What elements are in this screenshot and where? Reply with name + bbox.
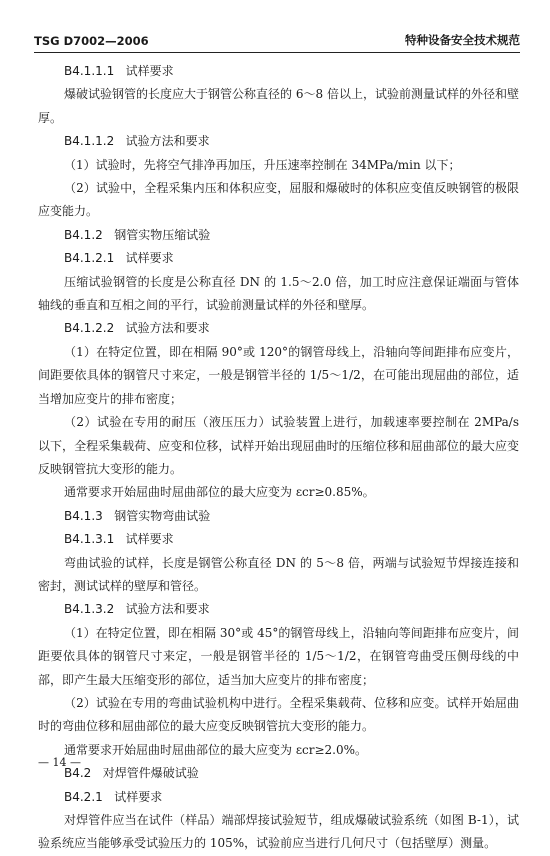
paragraph: （2）试验在专用的耐压（液压压力）试验装置上进行，加载速率要控制在 2MPa/s 以下，全程采集载荷、应变和位移，试样开始出现屈曲时的压缩位移和屈曲部位的最大应变反映钢管抗大变形的能力。 [38, 415, 519, 476]
section-heading: B4.1.1.2 试验方法和要求 [64, 134, 210, 149]
paragraph: （2）试验中，全程采集内压和体积应变，屈服和爆破时的体积应变值反映钢管的极限应变能力。 [38, 181, 519, 219]
section-heading: B4.1.2.1 试样要求 [64, 251, 174, 266]
paragraph: 弯曲试验的试样，长度是钢管公称直径 DN 的 5～8 倍，两端与试验短节焊接连接和密封，测试试样的壁厚和管径。 [38, 555, 519, 593]
paragraph: 压缩试验钢管的长度是公称直径 DN 的 1.5～2.0 倍，加工时应注意保证端面与管体轴线的垂直和互相之间的平行，试验前测量试样的外径和壁厚。 [38, 274, 519, 313]
paragraph: 对焊管件应当在试件（样品）端部焊接试验短节，组成爆破试验系统（如图 B-1），试验系统应当能够承受试验压力的 105%，试验前应当进行几何尺寸（包括壁厚）测量。 [38, 813, 519, 851]
section-heading: B4.1.3 钢管实物弯曲试验 [64, 508, 211, 523]
section-heading: B4.1.3.1 试样要求 [64, 532, 174, 547]
paragraph: 爆破试验钢管的长度应大于钢管公称直径的 6～8 倍以上，试验前测量试样的外径和壁厚。 [38, 87, 519, 125]
section-heading: B4.2 对焊管件爆破试验 [64, 766, 199, 781]
paragraph: （2）试验在专用的弯曲试验机构中进行。全程采集载荷、位移和应变。试样开始屈曲时的弯曲位移和屈曲部位的最大应变反映钢管抗大变形的能力。 [38, 695, 519, 734]
document-type: 特种设备安全技术规范 [405, 33, 520, 47]
paragraph: 通常要求开始屈曲时屈曲部位的最大应变为 εcr≥2.0%。 [64, 742, 368, 757]
page-number: — 14 — [38, 756, 81, 769]
section-heading: B4.1.3.2 试验方法和要求 [64, 602, 210, 617]
page-header [34, 30, 520, 53]
paragraph: 通常要求开始屈曲时屈曲部位的最大应变为 εcr≥0.85%。 [64, 485, 375, 500]
paragraph: （1）在特定位置，即在相隔 30°或 45°的钢管母线上，沿轴向等间距排布应变片，间距要依具体的钢管尺寸来定，一般是钢管半径的 1/5～1/2，在钢管弯曲受压侧母线的中部，即产生最大压缩变形的部位，适当加大应变片的排布密度； [38, 625, 519, 687]
paragraph: （1）在特定位置，即在相隔 90°或 120°的钢管母线上，沿轴向等间距排布应变片，间距要依具体的钢管尺寸来定，一般是钢管半径的 1/5～1/2，在可能出现屈曲的部位，适当增加应变片的排布密度； [38, 344, 519, 406]
section-heading: B4.1.2 钢管实物压缩试验 [64, 227, 211, 242]
paragraph: （1）试验时，先将空气排净再加压，升压速率控制在 34MPa/min 以下； [64, 157, 461, 172]
document-code: TSG D7002—2006 [34, 34, 149, 48]
page-body [38, 60, 519, 856]
section-heading: B4.1.1.1 试样要求 [64, 64, 174, 78]
section-heading: B4.2.1 试样要求 [64, 789, 163, 804]
section-heading: B4.1.2.2 试验方法和要求 [64, 321, 210, 336]
